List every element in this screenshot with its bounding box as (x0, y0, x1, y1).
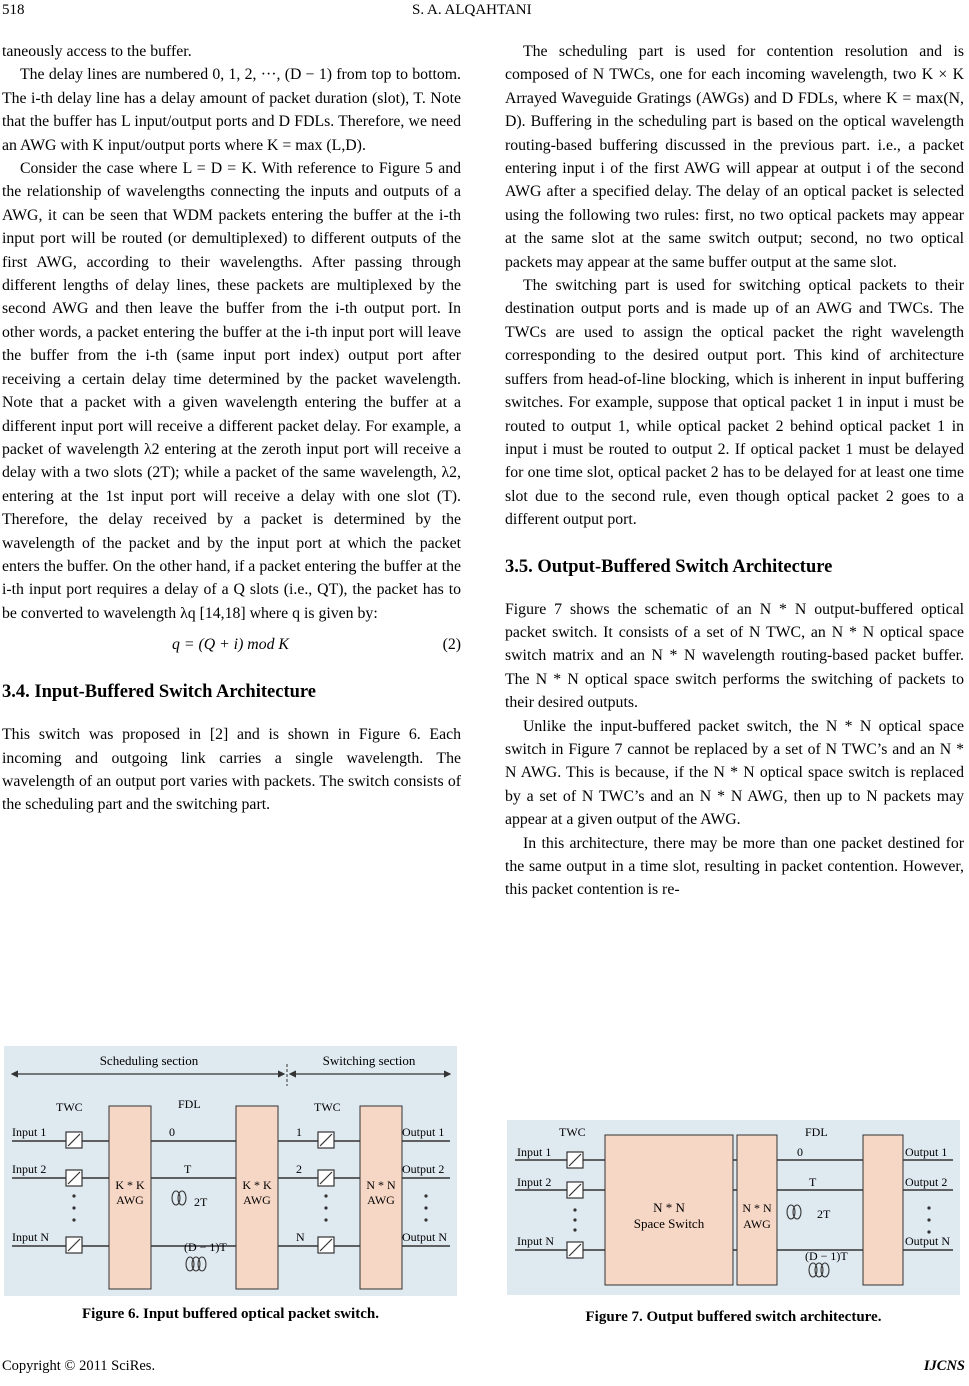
delay-label: T (184, 1162, 192, 1176)
fdl-label: FDL (805, 1125, 828, 1139)
output-1-label: Output 1 (905, 1145, 948, 1159)
input-2-label: Input 2 (12, 1162, 47, 1176)
figure-6-diagram (4, 1046, 457, 1296)
journal-name: IJCNS (923, 1358, 965, 1374)
paragraph: The delay lines are numbered 0, 1, 2, ···, (D − 1) from top to bottom. The i-th delay line has a delay amount of packet duration (slot), T. Note that the buffer has L input/output ports and D FDLs. Therefore, we need an AWG with K input/output ports where K = max (L,D). (2, 66, 461, 154)
output-2-label: Output 2 (905, 1175, 948, 1189)
input-2-label: Input 2 (517, 1175, 552, 1189)
awg-label: AWG (367, 1193, 395, 1207)
paragraph: Figure 7 shows the schematic of an N * N output-buffered optical packet switch. It consists of a set of N TWC, an N * N optical space switch matrix and an N * N wavelength routing-based packet buffer. The N * N optical space switch performs the switching of packets to their desired outputs. (505, 600, 964, 712)
twc-label: TWC (56, 1100, 83, 1114)
switching-section-label: Switching section (322, 1053, 416, 1068)
delay-label: 2T (194, 1195, 208, 1209)
port-label: N (296, 1230, 305, 1244)
awg-label: K * K (115, 1178, 145, 1192)
delay-label: T (809, 1175, 817, 1189)
figure-7 (507, 1120, 960, 1295)
equation-number: (2) (442, 636, 461, 654)
awg-label: AWG (243, 1193, 271, 1207)
space-switch-label: Space Switch (633, 1216, 705, 1231)
awg-label: N * N (366, 1178, 396, 1192)
twc-label: TWC (314, 1100, 341, 1114)
awg-label: K * K (242, 1178, 272, 1192)
twc-label: TWC (559, 1125, 586, 1139)
input-n-label: Input N (12, 1230, 49, 1244)
delay-label: 2T (817, 1207, 831, 1221)
awg-label: N * N (742, 1201, 772, 1215)
paragraph: The scheduling part is used for contention resolution and is composed of N TWCs, one for each incoming wavelength, two K × K Arrayed Waveguide Gratings (AWGs) and D FDLs, where K = max(N, D). Buffering in the scheduling part is based on the optical wavelength routing-based buffering discussed in the previous part. i.e., a packet entering input i of the first AWG will appear at output i of the second AWG after a specified delay. The delay of an optical packet is selected using the following two rules: first, no two optical packets may appear at the same slot at the same switch output; second, no two optical packets may appear at the same buffer output at the same slot. (505, 43, 964, 271)
output-1-label: Output 1 (402, 1125, 445, 1139)
awg-label: AWG (116, 1193, 144, 1207)
figure-6-caption: Figure 6. Input buffered optical packet switch. (82, 1306, 379, 1322)
fdl-label: FDL (178, 1097, 201, 1111)
delay-label: (D − 1)T (184, 1240, 227, 1254)
equation-body: q = (Q + i) mod K (172, 636, 289, 654)
section-heading: 3.5. Output-Buffered Switch Architecture (505, 556, 833, 577)
page-number: 518 (2, 2, 25, 18)
figure-7-caption: Figure 7. Output buffered switch architecture. (585, 1309, 882, 1325)
port-label: 1 (296, 1125, 302, 1139)
output-n-label: Output N (905, 1234, 950, 1248)
paragraph: taneously access to the buffer. (2, 43, 192, 60)
input-1-label: Input 1 (12, 1125, 47, 1139)
input-1-label: Input 1 (517, 1145, 552, 1159)
scheduling-section-label: Scheduling section (99, 1053, 199, 1068)
twc-icons (66, 1132, 334, 1253)
awg-box (863, 1135, 903, 1285)
delay-label: 0 (797, 1145, 803, 1159)
delay-label: (D − 1)T (805, 1249, 848, 1263)
port-label: 2 (296, 1162, 302, 1176)
delay-label: 0 (169, 1125, 175, 1139)
output-2-label: Output 2 (402, 1162, 445, 1176)
copyright: Copyright © 2011 SciRes. (2, 1358, 156, 1374)
awg-label: AWG (743, 1217, 771, 1231)
right-column (505, 40, 964, 902)
figure-7-diagram (507, 1120, 960, 1295)
figure-6 (4, 1046, 457, 1296)
space-switch-label: N * N (653, 1200, 685, 1215)
paragraph: In this architecture, there may be more than one packet destined for the same output in a time slot, resulting in packet contention. However, this packet contention is re- (505, 834, 964, 899)
output-n-label: Output N (402, 1230, 447, 1244)
equation-2 (2, 625, 461, 665)
running-title: S. A. ALQAHTANI (412, 2, 532, 18)
paragraph: The switching part is used for switching optical packets to their destination output ports and is made up of an AWG and TWCs. The TWCs are used to assign the optical packet the right wavelength corresponding to the desired output port. This kind of architecture suffers from head-of-line blocking, which is inherent in input buffering switches. For example, suppose that optical packet 1 in input i must be routed to output 1, while optical packet 2 behind optical packet 1 in input i must be routed to output 2. If optical packet 1 must be delayed for one time slot, optical packet 2 has to be delayed for at least one time slot due to the second rule, even though optical packet 2 goes to a different output port. (505, 277, 964, 529)
paragraph: Consider the case where L = D = K. With reference to Figure 5 and the relationship of wavelengths connecting the inputs and outputs of a AWG, it can be seen that WDM packets entering the buffer at the i-th input port will be routed (or demultiplexed) to different outputs of the first AWG, according to their wavelengths. After passing through different lengths of delay lines, these packets are multiplexed by the second AWG and then leave the buffer from the i-th output port. In other words, a packet entering the buffer at the i-th input port will leave the buffer from the i-th (same input port index) output port after receiving a certain delay time determined by the packet wavelength. Note that a packet with a given wavelength entering the buffer at a different input port will receive a different packet delay. For example, a packet of wavelength λ2 entering at the zeroth input port will receive a delay with a two slots (2T); while a packet of the same wavelength, λ2, entering at the 1st input port will receive a delay with one slot (T). Therefore, the delay received by a packet is determined by the wavelength of the packet and by the input port at which the packet enters the buffer. On the other hand, if a packet entering the buffer at the i-th input port requires a delay of a Q slots (i.e., QT), the packet has to be converted to wavelength λq [14,18] where q is given by: (2, 160, 461, 622)
paragraph: Unlike the input-buffered packet switch, the N * N optical space switch in Figure 7 cannot be replaced by a set of N TWC’s and an N * N AWG. This is because, if the N * N optical space switch is replaced by a set of N TWC’s and an N * N AWG, then up to N packets may appear at a given output of the AWG. (505, 717, 964, 829)
paragraph: This switch was proposed in [2] and is shown in Figure 6. Each incoming and outgoing link carries a single wavelength. The wavelength of an output port varies with packets. The switch consists of the scheduling part and the switching part. (2, 726, 461, 814)
left-column (2, 40, 461, 817)
section-heading: 3.4. Input-Buffered Switch Architecture (2, 682, 316, 703)
input-n-label: Input N (517, 1234, 554, 1248)
